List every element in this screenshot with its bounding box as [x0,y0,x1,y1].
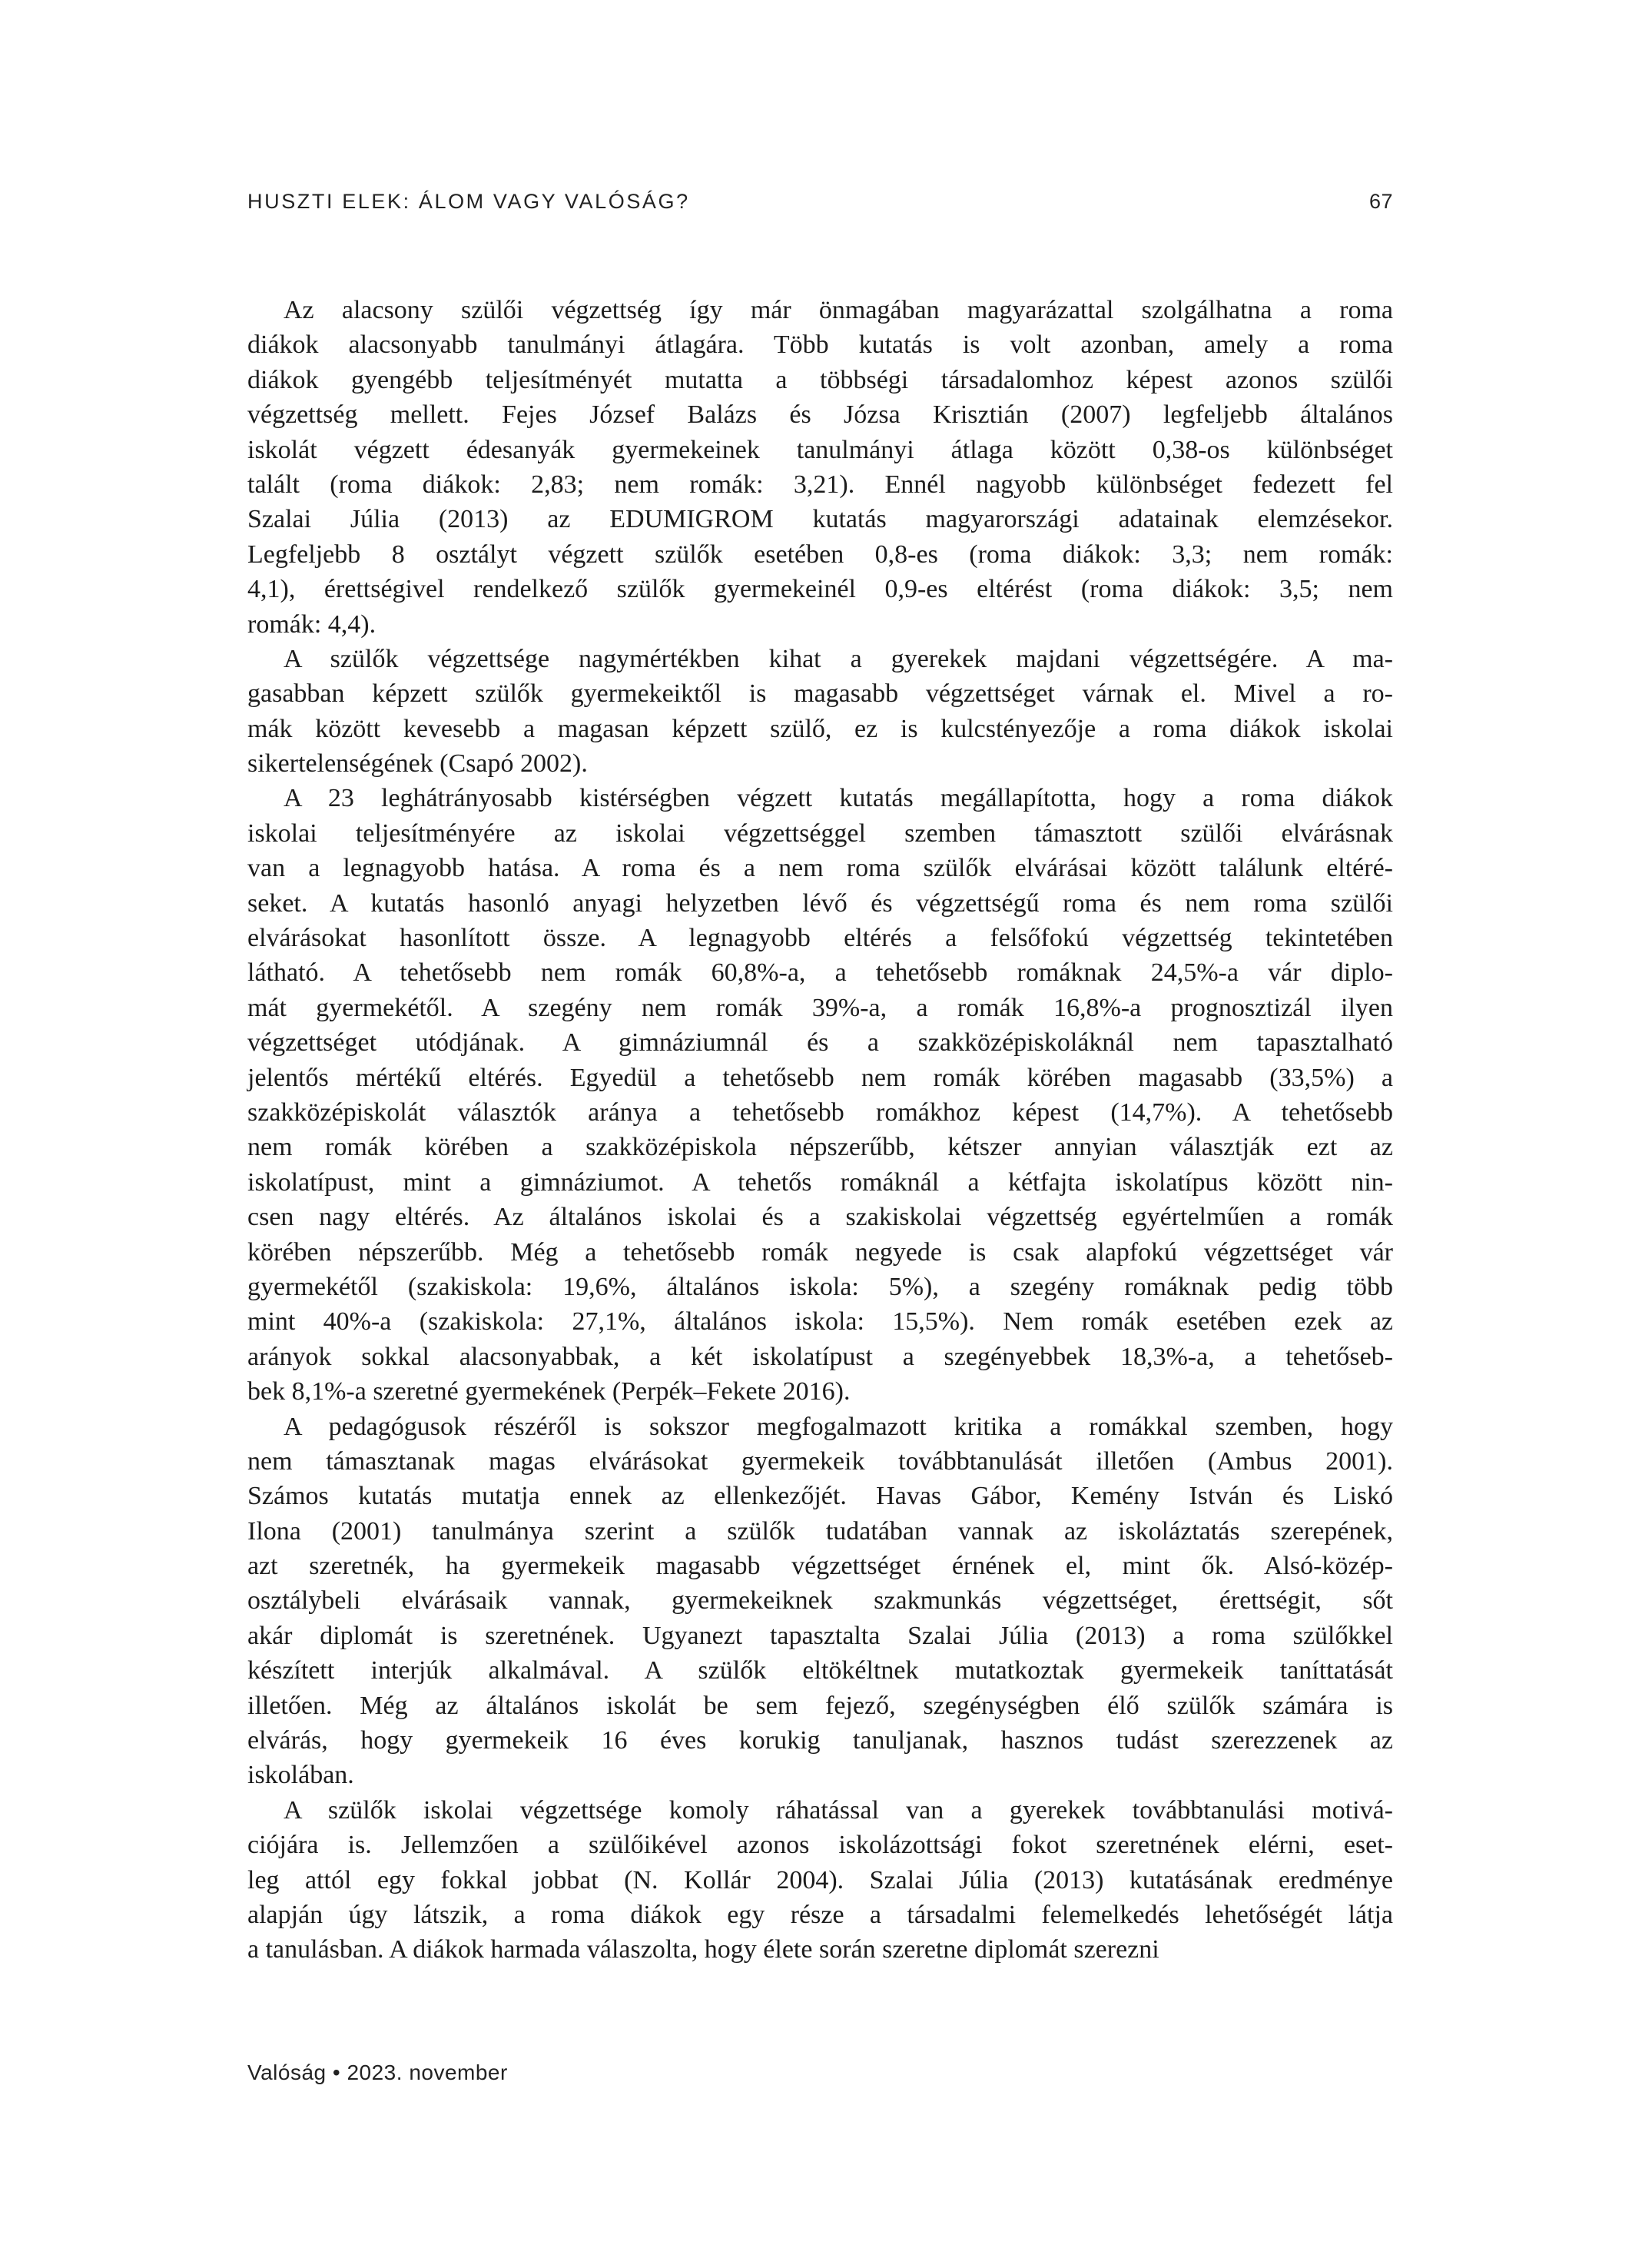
text-line: 4,1), érettségivel rendelkező szülők gyermekeinél 0,9-es eltérést (roma diákok: 3,5; nem [247,575,1393,604]
text-line: leg attól egy fokkal jobbat (N. Kollár 2004). Szalai Júlia (2013) kutatásának eredménye [247,1865,1393,1894]
text-line: Ilona (2001) tanulmánya szerint a szülők tudatában vannak az iskoláztatás szerepének, [247,1516,1393,1546]
text-line: Szalai Júlia (2013) az EDUMIGROM kutatás magyarországi adatainak elemzésekor. [247,505,1393,534]
text-line: seket. A kutatás hasonló anyagi helyzetben lévő és végzettségű roma és nem roma szülői [247,888,1393,918]
text-line: Legfeljebb 8 osztályt végzett szülők esetében 0,8-es (roma diákok: 3,3; nem romák: [247,540,1393,569]
text-line: illetően. Még az általános iskolát be sem fejező, szegénységben élő szülők számára is [247,1691,1393,1720]
running-header [247,190,1393,213]
text-line: jelentős mértékű eltérés. Egyedül a tehetősebb nem romák körében magasabb (33,5%) a [247,1063,1393,1092]
text-line: A szülők végzettsége nagymértékben kihat a gyerekek majdani végzettségére. A ma- [284,644,1393,673]
text-line: van a legnagyobb hatása. A roma és a nem roma szülők elvárásai között találunk eltéré- [247,854,1393,883]
text-line: diákok alacsonyabb tanulmányi átlagára. Több kutatás is volt azonban, amely a roma [247,330,1393,360]
paragraph [247,293,1393,642]
text-line: elvárás, hogy gyermekeik 16 éves korukig tanuljanak, hasznos tudást szerezzenek az [247,1726,1393,1755]
paragraph [247,1793,1393,1967]
article-body [247,293,1393,1967]
text-line: arányok sokkal alacsonyabbak, a két iskolatípust a szegényebbek 18,3%-a, a tehetőseb- [247,1342,1393,1371]
journal-name-date: Valóság • 2023. november [247,2060,508,2084]
running-footer [247,2060,508,2086]
text-line: A 23 leghátrányosabb kistérségben végzett kutatás megállapította, hogy a roma diákok [284,784,1393,813]
text-line: iskolában. [247,1761,354,1790]
text-line: bek 8,1%-a szeretné gyermekének (Perpék–Fekete 2016). [247,1377,851,1406]
text-line: gasabban képzett szülők gyermekeiktől is magasabb végzettséget várnak el. Mivel a ro- [247,679,1393,709]
text-line: iskolát végzett édesanyák gyermekeinek tanulmányi átlaga között 0,38-os különbséget [247,435,1393,464]
text-line: A szülők iskolai végzettsége komoly ráhatással van a gyerekek továbbtanulási motivá- [284,1795,1393,1825]
paragraph [247,642,1393,782]
text-line: iskolatípust, mint a gimnáziumot. A tehetős romáknál a kétfajta iskolatípus között nin- [247,1167,1393,1197]
text-line: körében népszerűbb. Még a tehetősebb romák negyede is csak alapfokú végzettséget vár [247,1237,1393,1267]
text-line: nem támasztanak magas elvárásokat gyermekeik továbbtanulását illetően (Ambus 2001). [247,1446,1393,1476]
text-line: végzettséget utódjának. A gimnáziumnál és a szakközépiskoláknál nem tapasztalható [247,1028,1393,1058]
text-line: talált (roma diákok: 2,83; nem romák: 3,21). Ennél nagyobb különbséget fedezett fel [247,470,1393,499]
text-line: végzettség mellett. Fejes József Balázs és Józsa Krisztián (2007) legfeljebb általános [247,400,1393,430]
page-number: 67 [1368,190,1393,213]
text-line: mát gyermekétől. A szegény nem romák 39%-a, a romák 16,8%-a prognosztizál ilyen [247,993,1393,1022]
text-line: szakközépiskolát választók aránya a tehetősebb romákhoz képest (14,7%). A tehetősebb [247,1097,1393,1127]
text-line: mint 40%-a (szakiskola: 27,1%, általános iskola: 15,5%). Nem romák esetében ezek az [247,1307,1393,1337]
text-line: osztálybeli elvárásaik vannak, gyermekeiknek szakmunkás végzettséget, érettségit, sőt [247,1586,1393,1615]
text-line: gyermekétől (szakiskola: 19,6%, általános iskola: 5%), a szegény romáknak pedig több [247,1272,1393,1301]
text-line: diákok gyengébb teljesítményét mutatta a többségi társadalomhoz képest azonos szülői [247,365,1393,394]
text-line: alapján úgy látszik, a roma diákok egy része a társadalmi felemelkedés lehetőségét látja [247,1900,1393,1929]
text-line: csen nagy eltérés. Az általános iskolai és a szakiskolai végzettség egyértelműen a romák [247,1203,1393,1232]
text-line: Az alacsony szülői végzettség így már önmagában magyarázattal szolgálhatna a roma [284,296,1393,324]
text-line: sikertelenségének (Csapó 2002). [247,749,588,779]
text-line: a tanulásban. A diákok harmada válaszolta, hogy élete során szeretne diplomát szerezni [247,1935,1159,1964]
text-line: látható. A tehetősebb nem romák 60,8%-a, a tehetősebb romáknak 24,5%-a vár diplo- [247,958,1393,988]
text-line: romák: 4,4). [247,609,376,639]
text-line: ciójára is. Jellemzően a szülőikével azonos iskolázottsági fokot szeretnének elérni, eset- [247,1831,1393,1860]
text-line: iskolai teljesítményére az iskolai végzettséggel szemben támasztott szülői elvárásnak [247,819,1393,848]
text-line: készített interjúk alkalmával. A szülők eltökéltnek mutatkoztak gyermekeik taníttatását [247,1656,1393,1685]
text-line: A pedagógusok részéről is sokszor megfogalmazott kritika a romákkal szemben, hogy [284,1412,1393,1441]
text-line: azt szeretnék, ha gyermekeik magasabb végzettséget érnének el, mint ők. Alsó-közép- [247,1552,1393,1581]
paragraph [247,781,1393,1409]
text-line: nem romák körében a szakközépiskola népszerűbb, kétszer annyian választják ezt az [247,1133,1393,1162]
running-title: HUSZTI ELEK: ÁLOM VAGY VALÓSÁG? [247,190,690,213]
paragraph [247,1410,1393,1793]
text-line: Számos kutatás mutatja ennek az ellenkezőjét. Havas Gábor, Kemény István és Liskó [247,1482,1393,1511]
text-line: akár diplomát is szeretnének. Ugyanezt tapasztalta Szalai Júlia (2013) a roma szülőkkel [247,1621,1393,1650]
text-line: mák között kevesebb a magasan képzett szülő, ez is kulcstényezője a roma diákok iskolai [247,714,1393,743]
text-line: elvárásokat hasonlított össze. A legnagyobb eltérés a felsőfokú végzettség tekintetében [247,924,1393,953]
